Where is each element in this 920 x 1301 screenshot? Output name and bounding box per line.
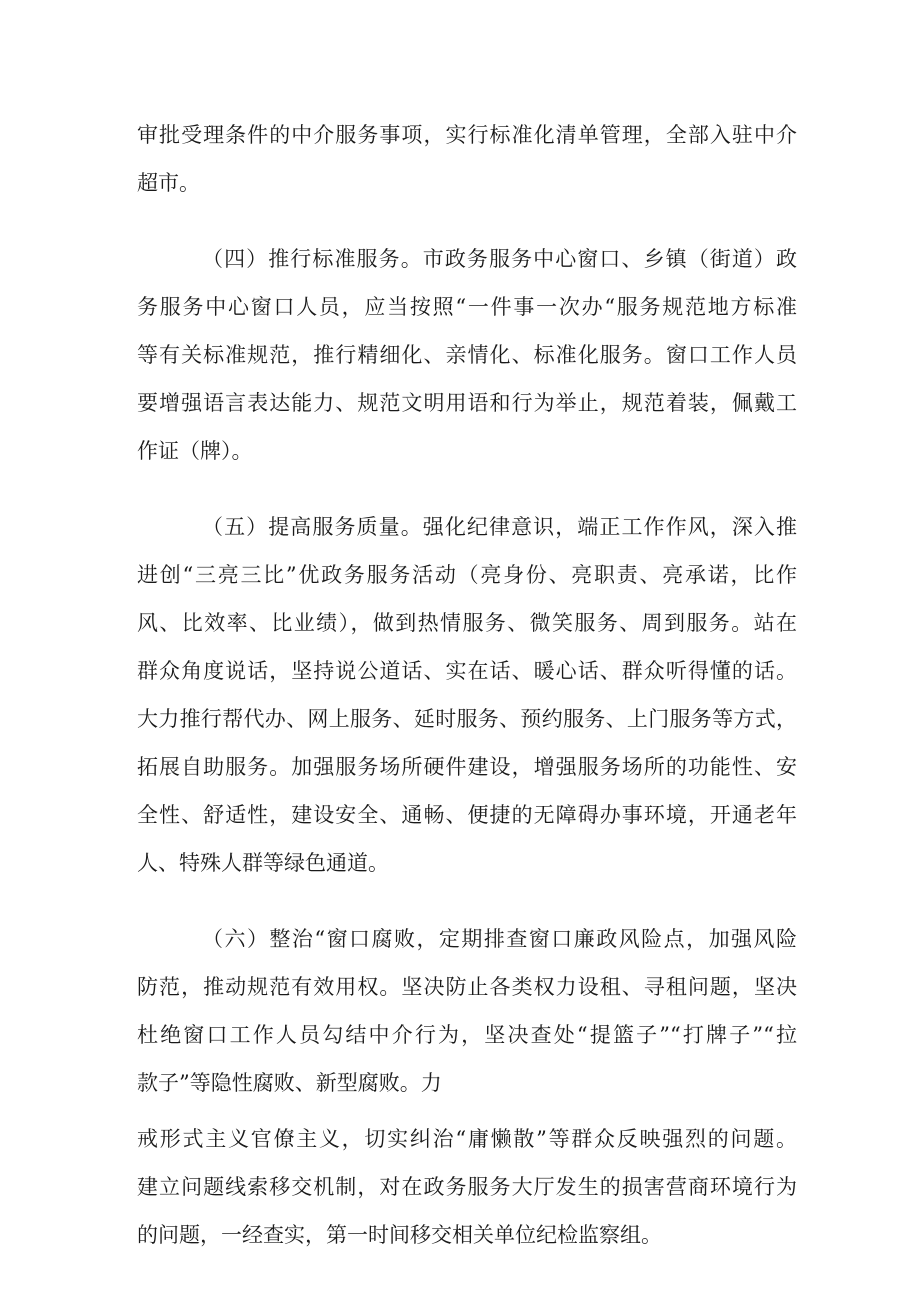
section-four-heading-line: （四）推行标准服务。市政务服务中心窗口、乡镇（街道）政	[202, 247, 797, 271]
text-line: 进创“三亮三比”优政务服务活动（亮身份、亮职责、亮承诺，比作	[137, 563, 797, 587]
text-line: 建立问题线索移交机制，对在政务服务大厅发生的损害营商环境行为	[137, 1175, 797, 1199]
text-line: 杜绝窗口工作人员勾结中介行为，坚决查处“提篮子”“打牌子”“拉	[137, 1023, 797, 1047]
text-line: 大力推行帮代办、网上服务、延时服务、预约服务、上门服务等方式，	[137, 707, 797, 731]
text-line: 作证（牌）。	[137, 439, 253, 463]
text-line: 务服务中心窗口人员，应当按照“一件事一次办“服务规范地方标准	[137, 295, 797, 319]
text-line: 款子”等隐性腐败、新型腐败。力	[137, 1071, 442, 1095]
text-line: 的问题，一经查实，第一时间移交相关单位纪检监察组。	[137, 1223, 662, 1247]
section-six-heading-line: （六）整治“窗口腐败，定期排查窗口廉政风险点，加强风险	[202, 927, 797, 951]
text-line: 等有关标准规范，推行精细化、亲情化、标准化服务。窗口工作人员	[137, 343, 797, 367]
text-line: 群众角度说话，坚持说公道话、实在话、暖心话、群众听得懂的话。	[137, 659, 797, 683]
text-line: 要增强语言表达能力、规范文明用语和行为举止，规范着装，佩戴工	[137, 391, 797, 415]
text-line: 戒形式主义官僚主义，切实纠治“庸懒散”等群众反映强烈的问题。	[137, 1127, 797, 1151]
text-line: 拓展自助服务。加强服务场所硬件建设，增强服务场所的功能性、安	[137, 755, 797, 779]
section-five-heading-line: （五）提高服务质量。强化纪律意识，端正工作作风，深入推	[202, 515, 797, 539]
text-line: 防范，推动规范有效用权。坚决防止各类权力设租、寻租问题，坚决	[137, 975, 797, 999]
text-line: 风、比效率、比业绩），做到热情服务、微笑服务、周到服务。站在	[137, 611, 797, 635]
text-line: 人、特殊人群等绿色通道。	[137, 851, 389, 875]
text-line: 审批受理条件的中介服务事项，实行标准化清单管理，全部入驻中介	[137, 123, 797, 147]
text-line: 超市。	[137, 171, 200, 195]
text-line: 全性、舒适性，建设安全、通畅、便捷的无障碍办事环境，开通老年	[137, 803, 797, 827]
